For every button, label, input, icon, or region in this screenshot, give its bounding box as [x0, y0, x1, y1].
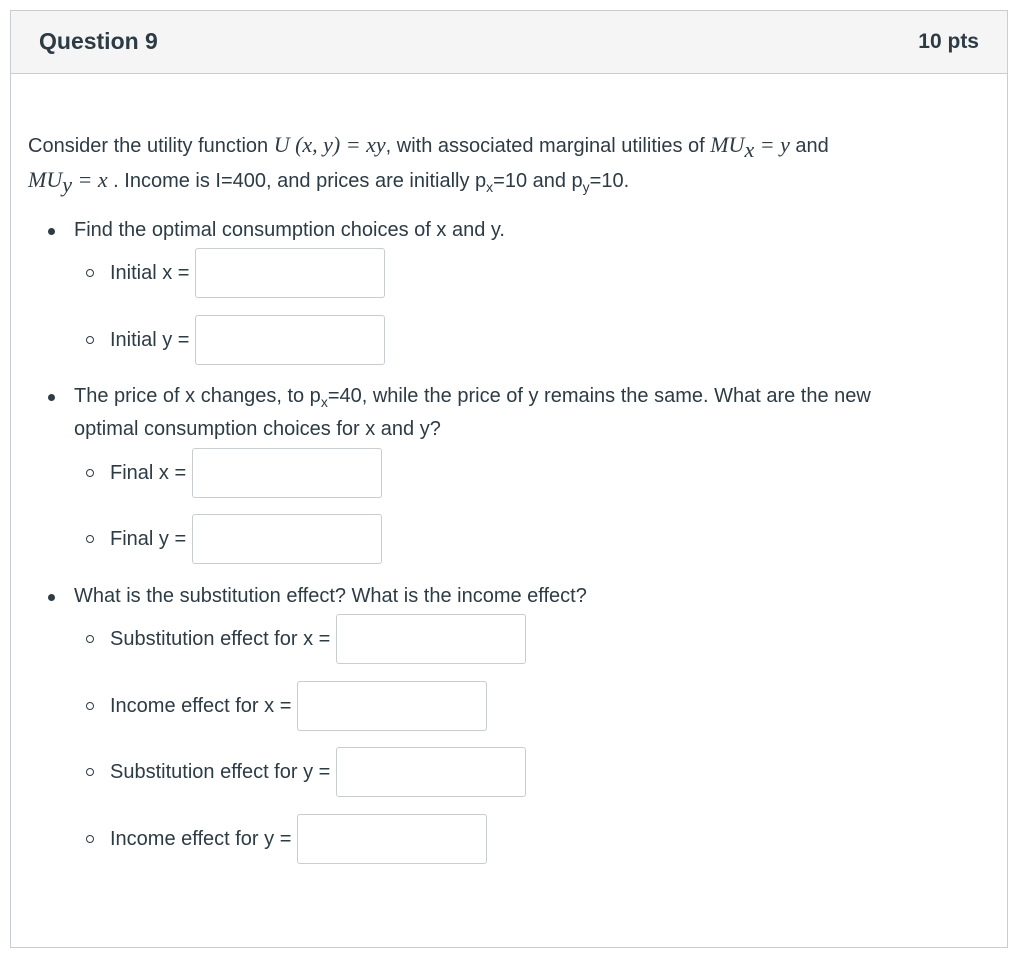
initial-x-input[interactable] [195, 248, 385, 298]
utility-function: U (x, y) = xy [273, 132, 386, 157]
answer-label: Income effect for x = [110, 694, 292, 717]
question-intro [28, 128, 968, 198]
answer-row-final-x [86, 447, 382, 499]
bullet-dot [48, 394, 55, 401]
answer-label: Initial x = [110, 261, 190, 284]
answer-row-substitution-x [86, 613, 526, 665]
answer-row-substitution-y [86, 746, 526, 798]
sub-bullet-circle [86, 835, 94, 843]
answer-label: Final x = [110, 461, 187, 484]
intro-line-1: Consider the utility function U (x, y) = xy, with associated marginal utilities of $MU_x = y$ and [28, 132, 829, 162]
initial-y-input[interactable] [195, 315, 385, 365]
bullet-2: The price of x changes, to $p_x=40$, while the price of y remains the same. What are the new optimal consumption choices for x and y? [74, 380, 974, 446]
sub-bullet-circle [86, 535, 94, 543]
answer-row-initial-x [86, 247, 385, 299]
answer-label: Initial y = [110, 328, 190, 351]
income-y-input[interactable] [297, 814, 487, 864]
sub-bullet-circle [86, 269, 94, 277]
substitution-y-input[interactable] [336, 747, 526, 797]
bullet-3: What is the substitution effect? What is the income effect? [74, 580, 587, 613]
sub-bullet-circle [86, 336, 94, 344]
sub-bullet-circle [86, 768, 94, 776]
answer-row-income-y [86, 813, 487, 865]
answer-label: Final y = [110, 527, 187, 550]
answer-label: Income effect for y = [110, 827, 292, 850]
answer-row-initial-y [86, 314, 385, 366]
income-x-input[interactable] [297, 681, 487, 731]
sub-bullet-circle [86, 635, 94, 643]
intro-line-2: $MU_y = x$ . Income is I=400, and prices are initially $p_x=10$ and $p_y=10$. [28, 167, 630, 197]
answer-label: Substitution effect for x = [110, 627, 331, 650]
question-title: Question 9 [39, 28, 158, 54]
sub-bullet-circle [86, 702, 94, 710]
bullet-dot [48, 228, 55, 235]
substitution-x-input[interactable] [336, 614, 526, 664]
final-y-input[interactable] [192, 514, 382, 564]
sub-bullet-circle [86, 469, 94, 477]
answer-label: Substitution effect for y = [110, 760, 331, 783]
question-header [11, 11, 1007, 74]
bullet-1: Find the optimal consumption choices of x and y. [74, 214, 505, 247]
final-x-input[interactable] [192, 448, 382, 498]
question-points: 10 pts [918, 30, 979, 53]
bullet-dot [48, 594, 55, 601]
answer-row-income-x [86, 680, 487, 732]
answer-row-final-y [86, 513, 382, 565]
